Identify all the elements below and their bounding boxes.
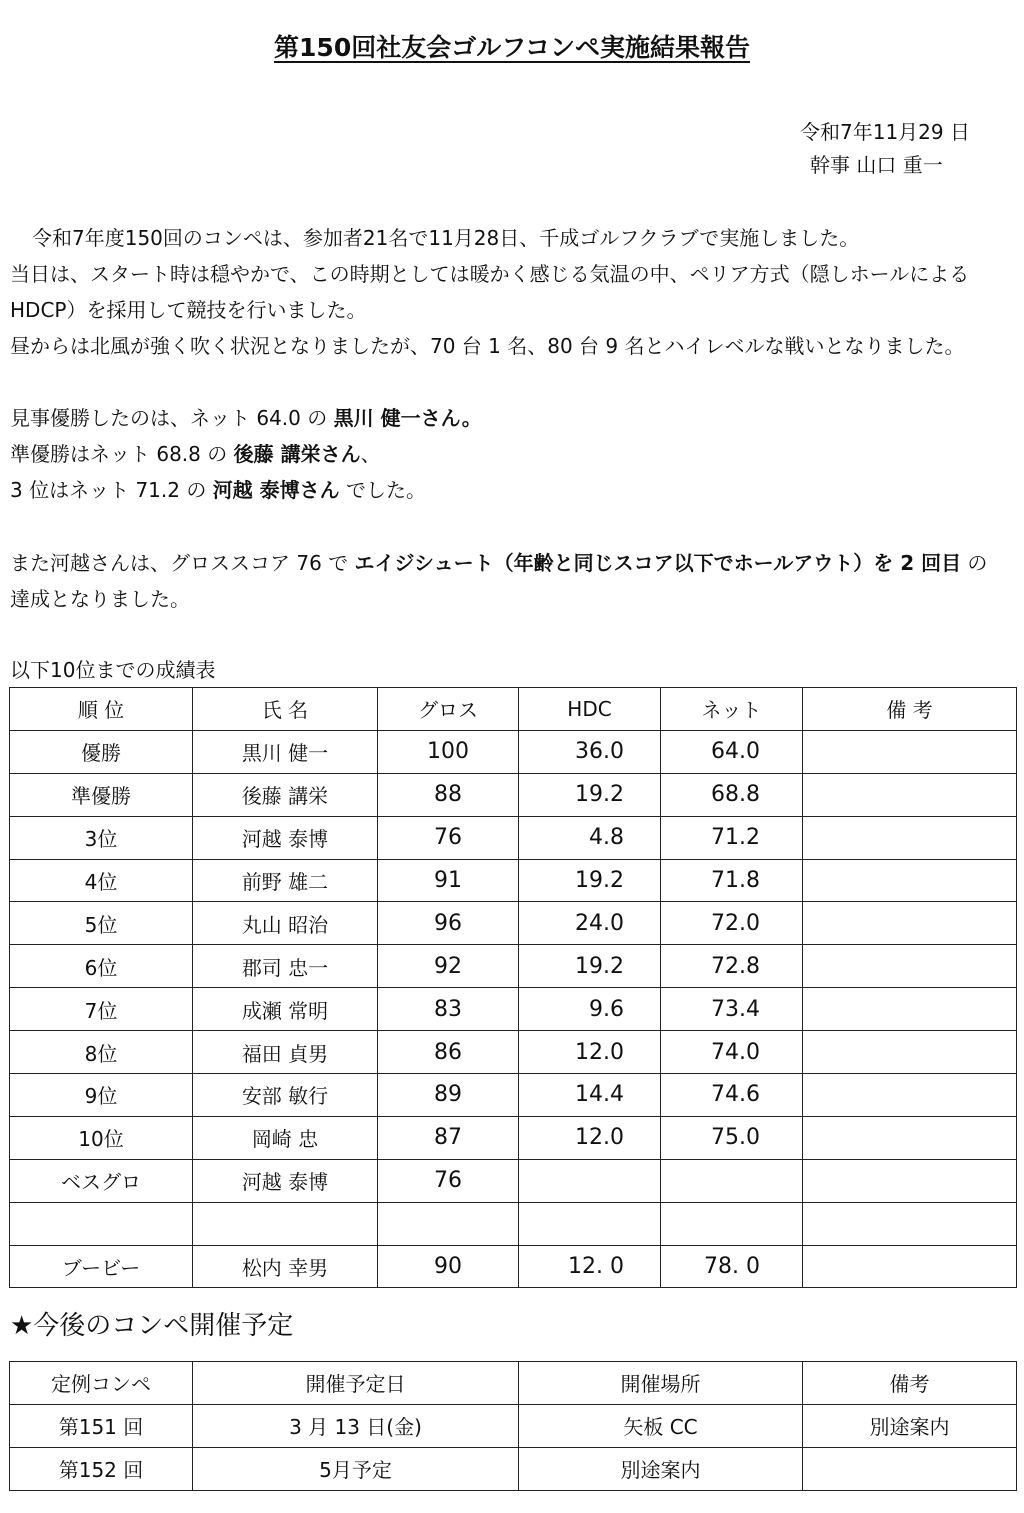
results-cell-hdc: 9.6 <box>519 988 661 1031</box>
results-cell-name: 福田 貞男 <box>193 1031 378 1074</box>
results-cell-gross: 92 <box>378 945 519 988</box>
runner-up-name: 後藤 講栄さん <box>233 442 361 466</box>
schedule-cell-venue: 矢板 CC <box>519 1404 803 1447</box>
age-shoot-line-2: 達成となりました。 <box>10 587 190 611</box>
schedule-cell-event: 第151 回 <box>10 1404 193 1447</box>
results-cell-gross: 86 <box>378 1031 519 1074</box>
results-cell-hdc: 24.0 <box>519 902 661 945</box>
results-cell-name: 丸山 昭治 <box>193 902 378 945</box>
schedule-header-event: 定例コンペ <box>10 1362 193 1405</box>
results-cell-hdc: 19.2 <box>519 945 661 988</box>
runner-up-suffix: 、 <box>360 442 381 466</box>
age-shoot-text: また河越さんは、グロススコア 76 で <box>10 551 355 575</box>
results-cell-hdc: 19.2 <box>519 773 661 816</box>
table-row <box>10 730 1017 773</box>
runner-up-text: 準優勝はネット 68.8 の <box>10 442 234 466</box>
results-cell-name: 郡司 忠一 <box>193 945 378 988</box>
results-cell-notes <box>803 1074 1017 1117</box>
schedule-heading: ★今後のコンペ開催予定 <box>10 1311 294 1341</box>
results-cell-gross: 91 <box>378 859 519 902</box>
results-cell-rank: 3位 <box>10 816 193 859</box>
age-shoot-suffix: の <box>961 551 988 575</box>
winner-line <box>10 400 1020 436</box>
report-author: 幹事 山口 重一 <box>810 153 943 177</box>
results-cell-gross <box>378 1202 519 1245</box>
table-row <box>10 816 1017 859</box>
table-row <box>10 1202 1017 1245</box>
report-title: 第150回社友会ゴルフコンペ実施結果報告 <box>274 33 750 62</box>
results-cell-net: 68.8 <box>661 773 803 816</box>
results-cell-rank: 9位 <box>10 1074 193 1117</box>
results-header-gross: グロス <box>378 688 519 731</box>
results-cell-notes <box>803 945 1017 988</box>
report-date: 令和7年11月29 日 <box>800 120 970 144</box>
third-place-text: 3 位はネット 71.2 の <box>10 478 213 502</box>
results-cell-rank: 10位 <box>10 1116 193 1159</box>
results-cell-hdc <box>519 1202 661 1245</box>
results-cell-hdc: 4.8 <box>519 816 661 859</box>
results-cell-gross: 83 <box>378 988 519 1031</box>
results-cell-net <box>661 1202 803 1245</box>
schedule-cell-venue: 別途案内 <box>519 1447 803 1490</box>
results-cell-notes <box>803 1031 1017 1074</box>
runner-up-line <box>10 436 1020 472</box>
table-row <box>10 1031 1017 1074</box>
results-cell-notes <box>803 730 1017 773</box>
results-cell-net: 74.0 <box>661 1031 803 1074</box>
results-cell-gross: 87 <box>378 1116 519 1159</box>
results-cell-rank <box>10 1202 193 1245</box>
results-cell-gross: 96 <box>378 902 519 945</box>
results-header-hdc: HDC <box>519 688 661 731</box>
results-cell-rank: 4位 <box>10 859 193 902</box>
results-cell-rank: 8位 <box>10 1031 193 1074</box>
results-cell-net: 73.4 <box>661 988 803 1031</box>
table-row <box>10 1245 1017 1288</box>
results-cell-rank: 準優勝 <box>10 773 193 816</box>
table-row <box>10 859 1017 902</box>
results-cell-rank: 5位 <box>10 902 193 945</box>
results-cell-net: 71.2 <box>661 816 803 859</box>
results-cell-net: 64.0 <box>661 730 803 773</box>
results-cell-rank: ベスグロ <box>10 1159 193 1202</box>
results-cell-name: 河越 泰博 <box>193 816 378 859</box>
results-cell-net: 74.6 <box>661 1074 803 1117</box>
age-shoot-highlight: エイジシュート（年齢と同じスコア以下でホールアウト）を 2 回目 <box>354 551 962 575</box>
third-place-line <box>10 472 1020 508</box>
results-header-name: 氏 名 <box>193 688 378 731</box>
results-cell-notes <box>803 1202 1017 1245</box>
schedule-cell-event: 第152 回 <box>10 1447 193 1490</box>
table-row <box>10 988 1017 1031</box>
results-cell-gross: 76 <box>378 816 519 859</box>
table-row <box>10 945 1017 988</box>
results-cell-hdc <box>519 1159 661 1202</box>
table-row <box>10 902 1017 945</box>
results-caption: 以下10位までの成績表 <box>10 658 216 682</box>
results-cell-notes <box>803 1116 1017 1159</box>
results-cell-name: 前野 雄二 <box>193 859 378 902</box>
results-cell-net <box>661 1159 803 1202</box>
age-shoot-line <box>10 545 1020 581</box>
results-cell-notes <box>803 902 1017 945</box>
schedule-cell-date: 5月予定 <box>193 1447 519 1490</box>
results-cell-name: 安部 敏行 <box>193 1074 378 1117</box>
winner-text: 見事優勝したのは、ネット 64.0 の <box>10 406 334 430</box>
results-cell-rank: ブービー <box>10 1245 193 1288</box>
table-row <box>10 1116 1017 1159</box>
schedule-header-notes: 備考 <box>803 1362 1017 1405</box>
results-cell-net: 72.8 <box>661 945 803 988</box>
results-cell-notes <box>803 1159 1017 1202</box>
results-header-net: ネット <box>661 688 803 731</box>
results-cell-name: 黒川 健一 <box>193 730 378 773</box>
third-place-suffix: でした。 <box>339 478 427 502</box>
table-row <box>10 1404 1017 1447</box>
results-cell-hdc: 12. 0 <box>519 1245 661 1288</box>
results-cell-rank: 優勝 <box>10 730 193 773</box>
third-place-name: 河越 泰博さん <box>212 478 340 502</box>
intro-paragraph: 令和7年度150回のコンペは、参加者21名で11月28日、千成ゴルフクラブで実施しました。 <box>32 226 860 250</box>
results-cell-notes <box>803 988 1017 1031</box>
table-row <box>10 1447 1017 1490</box>
results-cell-notes <box>803 859 1017 902</box>
weather-paragraph: 当日は、スタート時は穏やかで、この時期としては暖かく感じる気温の中、ペリア方式（隠しホールによる <box>10 262 970 286</box>
schedule-header-date: 開催予定日 <box>193 1362 519 1405</box>
results-cell-gross: 100 <box>378 730 519 773</box>
results-cell-net: 72.0 <box>661 902 803 945</box>
results-header-rank: 順 位 <box>10 688 193 731</box>
results-cell-rank: 6位 <box>10 945 193 988</box>
results-cell-hdc: 14.4 <box>519 1074 661 1117</box>
schedule-cell-date: 3 月 13 日(金) <box>193 1404 519 1447</box>
winner-name: 黒川 健一さん。 <box>333 406 482 430</box>
results-cell-hdc: 19.2 <box>519 859 661 902</box>
results-cell-name: 岡崎 忠 <box>193 1116 378 1159</box>
schedule-cell-notes: 別途案内 <box>803 1404 1017 1447</box>
schedule-header-row <box>10 1362 1017 1405</box>
results-cell-gross: 89 <box>378 1074 519 1117</box>
results-cell-name: 河越 泰博 <box>193 1159 378 1202</box>
results-cell-hdc: 36.0 <box>519 730 661 773</box>
results-cell-name: 松内 幸男 <box>193 1245 378 1288</box>
results-header-row <box>10 688 1017 731</box>
results-cell-name: 成瀬 常明 <box>193 988 378 1031</box>
results-cell-hdc: 12.0 <box>519 1031 661 1074</box>
results-table <box>9 687 1017 1288</box>
results-cell-name <box>193 1202 378 1245</box>
results-cell-gross: 90 <box>378 1245 519 1288</box>
results-cell-notes <box>803 816 1017 859</box>
results-cell-notes <box>803 773 1017 816</box>
results-cell-net: 75.0 <box>661 1116 803 1159</box>
schedule-cell-notes <box>803 1447 1017 1490</box>
weather-paragraph-cont: HDCP）を採用して競技を行いました。 <box>10 298 367 322</box>
results-cell-notes <box>803 1245 1017 1288</box>
table-row <box>10 1159 1017 1202</box>
results-cell-hdc: 12.0 <box>519 1116 661 1159</box>
afternoon-paragraph: 昼からは北風が強く吹く状況となりましたが、70 台 1 名、80 台 9 名とハイレベルな戦いとなりました。 <box>10 334 965 358</box>
schedule-header-venue: 開催場所 <box>519 1362 803 1405</box>
results-cell-name: 後藤 講栄 <box>193 773 378 816</box>
results-cell-rank: 7位 <box>10 988 193 1031</box>
table-row <box>10 773 1017 816</box>
table-row <box>10 1074 1017 1117</box>
results-cell-gross: 88 <box>378 773 519 816</box>
results-cell-net: 71.8 <box>661 859 803 902</box>
schedule-table <box>9 1361 1017 1491</box>
results-header-notes: 備 考 <box>803 688 1017 731</box>
results-cell-net: 78. 0 <box>661 1245 803 1288</box>
results-cell-gross: 76 <box>378 1159 519 1202</box>
